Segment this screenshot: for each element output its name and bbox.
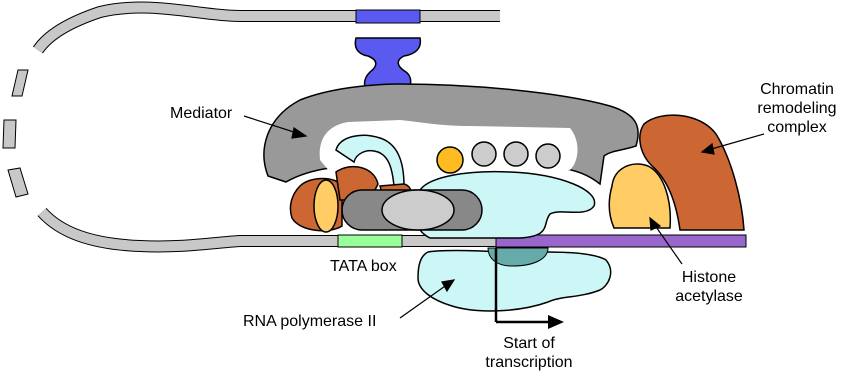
start-of-transcription-label (474, 334, 584, 372)
start-label-line-2: transcription (485, 354, 573, 371)
tata-box (338, 235, 402, 247)
rna-polymerase-label: RNA polymerase II (243, 313, 377, 330)
general-factor-circle (472, 142, 496, 166)
chromatin-remodeling-label (752, 80, 842, 137)
dna-loop-dashes (3, 70, 28, 197)
transcribed-region (496, 235, 746, 247)
tata-box-label: TATA box (330, 258, 397, 275)
dna-upper-segment-fill (38, 8, 500, 50)
tfiib-yellow-pill (314, 180, 338, 232)
chromatin-label-line-1: Chromatin (760, 81, 834, 98)
tbp-light-core (382, 190, 454, 230)
histone-acetylase-label (664, 268, 754, 306)
histone-label-line-2: acetylase (675, 288, 743, 305)
general-factor-orange (437, 147, 463, 173)
histone-label-line-1: Histone (681, 269, 737, 286)
mediator-label: Mediator (170, 105, 233, 122)
general-factor-circle (504, 142, 528, 166)
enhancer-site (356, 10, 420, 23)
chromatin-label-line-3: complex (767, 119, 827, 136)
start-label-line-1: Start of (503, 335, 555, 352)
general-factor-circle (536, 144, 560, 168)
chromatin-label-line-2: remodeling (757, 100, 837, 117)
